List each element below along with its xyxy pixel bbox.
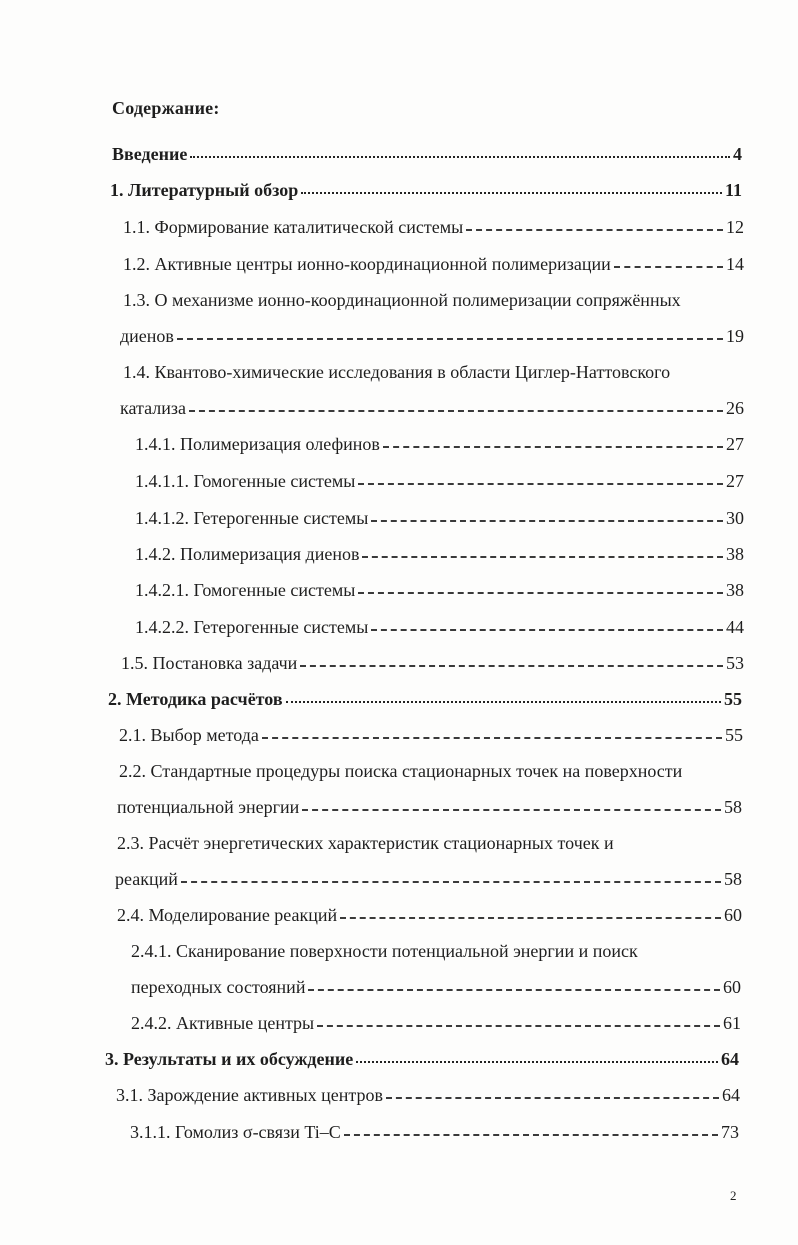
toc-page: 12 (726, 217, 744, 237)
toc-entry-2-3[interactable] (115, 868, 742, 890)
toc-entry-chapter-3[interactable] (105, 1048, 739, 1070)
toc-label: 1.4.2. Полимеризация диенов (135, 544, 360, 564)
toc-page: 55 (724, 689, 742, 709)
toc-page: 60 (723, 977, 741, 997)
toc-entry-2-4[interactable] (117, 904, 742, 926)
dash-leader (300, 665, 723, 667)
dash-leader (371, 520, 723, 522)
toc-page: 4 (733, 144, 742, 164)
toc-page: 19 (726, 326, 744, 346)
toc-page: 64 (722, 1085, 740, 1105)
toc-entry-2-3-line1[interactable]: 2.3. Расчёт энергетических характеристик стационарных точек и (117, 833, 614, 853)
toc-entry-2-1[interactable] (119, 724, 743, 746)
toc-entry-2-2-line1[interactable]: 2.2. Стандартные процедуры поиска стационарных точек на поверхности (119, 761, 683, 781)
toc-label: 1.5. Постановка задачи (121, 653, 298, 673)
dash-leader (466, 229, 723, 231)
toc-title: Содержание: (112, 98, 220, 118)
toc-page: 38 (726, 580, 744, 600)
toc-page: 44 (726, 617, 744, 637)
toc-label: 1.2. Активные центры ионно-координационной полимеризации (123, 254, 611, 274)
toc-entry-2-2[interactable] (117, 796, 742, 818)
toc-entry-1-4-2-1[interactable] (135, 579, 744, 601)
toc-page: 58 (724, 869, 742, 889)
toc-label: 3.1. Зарождение активных центров (116, 1085, 383, 1105)
toc-label: 1.4.1. Полимеризация олефинов (135, 434, 380, 454)
toc-label: 3.1.1. Гомолиз σ-связи Ti–C (130, 1122, 341, 1142)
toc-entry-1-3[interactable] (120, 325, 744, 347)
toc-entry-2-4-1[interactable] (131, 976, 741, 998)
dot-leader (301, 192, 722, 194)
toc-entry-chapter-2[interactable] (108, 688, 742, 710)
toc-page: 30 (726, 508, 744, 528)
toc-page: 73 (721, 1122, 739, 1142)
dot-leader (190, 156, 730, 158)
toc-label: 1.4.2.2. Гетерогенные системы (135, 617, 369, 637)
dash-leader (362, 556, 723, 558)
toc-page: 64 (721, 1049, 739, 1069)
toc-label: 3. Результаты и их обсуждение (105, 1049, 354, 1069)
dash-leader (344, 1134, 718, 1136)
dash-leader (262, 737, 722, 739)
toc-entry-1-5[interactable] (121, 652, 744, 674)
toc-label: 1.4.2.1. Гомогенные системы (135, 580, 356, 600)
toc-entry-1-4-1-1[interactable] (135, 470, 744, 492)
toc-entry-3-1-1[interactable] (130, 1121, 739, 1143)
toc-label: Введение (112, 144, 188, 164)
toc-page: 58 (724, 797, 742, 817)
dash-leader (177, 338, 723, 340)
dot-leader (356, 1061, 718, 1063)
toc-entry-2-4-1-line1[interactable]: 2.4.1. Сканирование поверхности потенциальной энергии и поиск (131, 941, 638, 961)
dash-leader (386, 1097, 719, 1099)
dash-leader (340, 917, 721, 919)
dot-leader (286, 701, 721, 703)
dash-leader (371, 629, 723, 631)
toc-label: диенов (120, 326, 174, 346)
toc-page: 27 (726, 471, 744, 491)
toc-entry-1-4-1-2[interactable] (135, 507, 744, 529)
toc-entry-1-1[interactable] (123, 216, 744, 238)
dash-leader (317, 1025, 720, 1027)
dash-leader (358, 483, 723, 485)
toc-label: 2. Методика расчётов (108, 689, 283, 709)
toc-entry-1-4-1[interactable] (135, 433, 744, 455)
toc-label: катализа (120, 398, 186, 418)
toc-label: реакций (115, 869, 178, 889)
toc-label: 2.1. Выбор метода (119, 725, 259, 745)
toc-page: 38 (726, 544, 744, 564)
toc-label: 1.1. Формирование каталитической системы (123, 217, 464, 237)
toc-label: 2.4.2. Активные центры (131, 1013, 315, 1033)
toc-entry-1-3-line1[interactable]: 1.3. О механизме ионно-координационной полимеризации сопряжённых (123, 290, 681, 310)
toc-entry-1-4-line1[interactable]: 1.4. Квантово-химические исследования в области Циглер-Наттовского (123, 362, 671, 382)
toc-entry-1-4-2[interactable] (135, 543, 744, 565)
toc-entry-3-1[interactable] (116, 1084, 740, 1106)
toc-entry-1-2[interactable] (123, 253, 744, 275)
dash-leader (189, 410, 723, 412)
dash-leader (614, 266, 723, 268)
toc-entry-chapter-1[interactable] (110, 179, 742, 201)
toc-page: 55 (725, 725, 743, 745)
toc-entry-1-4[interactable] (120, 397, 744, 419)
dash-leader (181, 881, 721, 883)
toc-label: 1.4.1.2. Гетерогенные системы (135, 508, 369, 528)
toc-entry-introduction[interactable] (112, 143, 742, 165)
dash-leader (358, 592, 723, 594)
page-number: 2 (730, 1188, 737, 1203)
toc-label: потенциальной энергии (117, 797, 300, 817)
dash-leader (308, 989, 720, 991)
toc-page: 14 (726, 254, 744, 274)
toc-entry-2-4-2[interactable] (131, 1012, 741, 1034)
toc-label: переходных состояний (131, 977, 306, 997)
toc-entry-1-4-2-2[interactable] (135, 616, 744, 638)
toc-page: 61 (723, 1013, 741, 1033)
toc-label: 2.4. Моделирование реакций (117, 905, 338, 925)
toc-page: 53 (726, 653, 744, 673)
dash-leader (383, 446, 723, 448)
toc-label: 1.4.1.1. Гомогенные системы (135, 471, 356, 491)
toc-page: 26 (726, 398, 744, 418)
toc-page: 27 (726, 434, 744, 454)
toc-page: 60 (724, 905, 742, 925)
toc-label: 1. Литературный обзор (110, 180, 299, 200)
dash-leader (302, 809, 721, 811)
toc-page: 11 (724, 180, 742, 200)
